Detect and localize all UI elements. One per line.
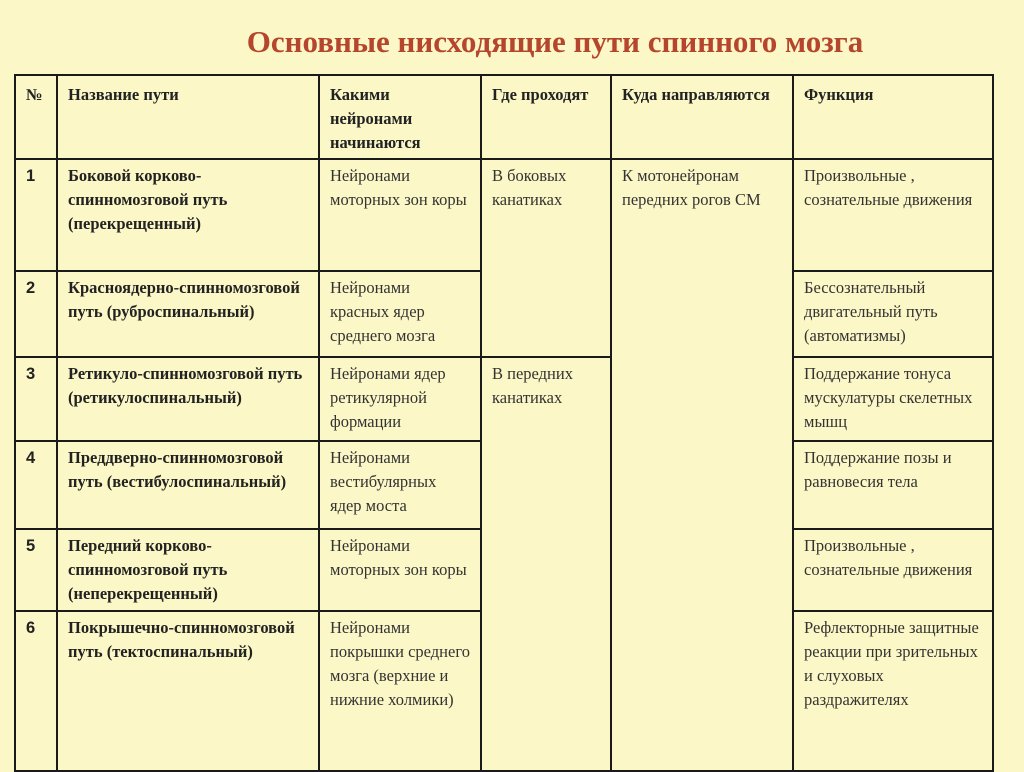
table-row — [15, 357, 993, 441]
row-num: 4 — [15, 441, 57, 529]
row-neurons: Нейронами покрышки среднего мозга (верхние и нижние холмики) — [319, 611, 481, 771]
header-neurons: Какими нейронами начинаются — [319, 75, 481, 159]
header-function: Функция — [793, 75, 993, 159]
row-num: 2 — [15, 271, 57, 357]
row-function: Бессознательный двигательный путь (автоматизмы) — [793, 271, 993, 357]
row-neurons: Нейронами моторных зон коры — [319, 159, 481, 271]
row-name: Ретикуло-спинномозговой путь (ретикулоспинальный) — [57, 357, 319, 441]
header-num: № — [15, 75, 57, 159]
row-neurons: Нейронами ядер ретикулярной формации — [319, 357, 481, 441]
header-where: Где проходят — [481, 75, 611, 159]
row-name: Преддверно-спинномозговой путь (вестибулоспинальный) — [57, 441, 319, 529]
row-function: Произвольные , сознательные движения — [793, 159, 993, 271]
header-name: Название пути — [57, 75, 319, 159]
row-function: Произвольные , сознательные движения — [793, 529, 993, 611]
row-num: 1 — [15, 159, 57, 271]
row-name: Покрышечно-спинномозговой путь (тектоспинальный) — [57, 611, 319, 771]
row-where: В передних канатиках — [481, 357, 611, 771]
row-neurons: Нейронами красных ядер среднего мозга — [319, 271, 481, 357]
table-header-row — [15, 75, 993, 159]
row-num: 6 — [15, 611, 57, 771]
row-to: К мотонейронам передних рогов СМ — [611, 159, 793, 771]
page-title: Основные нисходящие пути спинного мозга — [246, 24, 864, 59]
pathways-table — [14, 74, 994, 772]
row-where: В боковых канатиках — [481, 159, 611, 357]
header-to: Куда направляются — [611, 75, 793, 159]
row-neurons: Нейронами вестибулярных ядер моста — [319, 441, 481, 529]
row-name: Боковой корково-спинномозговой путь (перекрещенный) — [57, 159, 319, 271]
table-row — [15, 159, 993, 271]
row-name: Красноядерно-спинномозговой путь (руброспинальный) — [57, 271, 319, 357]
row-name: Передний корково-спинномозговой путь (неперекрещенный) — [57, 529, 319, 611]
row-function: Поддержание тонуса мускулатуры скелетных мышц — [793, 357, 993, 441]
row-function: Поддержание позы и равновесия тела — [793, 441, 993, 529]
row-num: 5 — [15, 529, 57, 611]
row-function: Рефлекторные защитные реакции при зрительных и слуховых раздражителях — [793, 611, 993, 771]
row-num: 3 — [15, 357, 57, 441]
row-neurons: Нейронами моторных зон коры — [319, 529, 481, 611]
